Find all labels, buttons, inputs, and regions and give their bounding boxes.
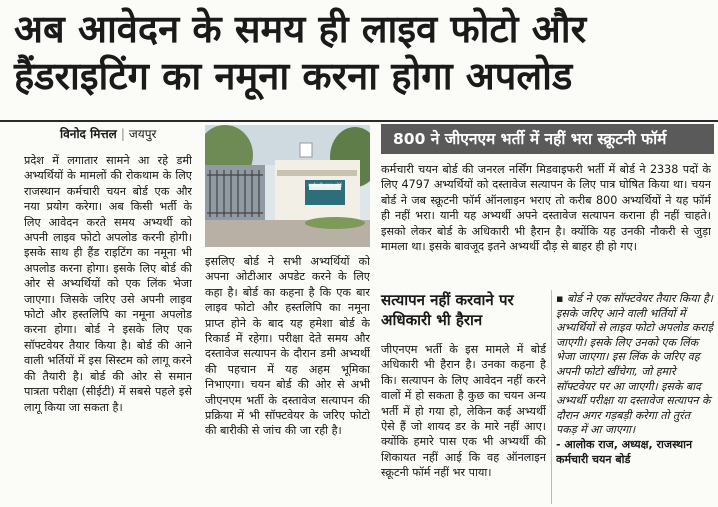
reporter-name: विनोद मित्तल xyxy=(60,127,117,141)
column-divider xyxy=(551,290,552,504)
article-column-2: इसलिए बोर्ड ने सभी अभ्यर्थियों को अपना ओटीआर अपडेट करने के लिए कहा है। बोर्ड का कहना है कि एक बार लाइव फोटो और हस्तलिपि का नमूना प्राप्त होने के बाद यह हमेशा बोर्ड के रिकार्ड में रहेगा। परीक्षा देते समय और दस्तावेज सत्यापन के दौरान डमी अभ्यर्थी की पहचान में यह अहम भूमिका निभाएगा। चयन बोर्ड की ओर से अभी जीएनएम भर्ती के दस्तावेज सत्यापन की प्रक्रिया में भी सॉफ्टवेयर के जरिए फोटो की बारीकी से जांच की जा रही है। xyxy=(205,255,370,438)
photo-sign-text: कर्मचारी चयन बोर्ड xyxy=(308,183,342,189)
byline-separator: | xyxy=(120,127,125,141)
article-column-4: जीएनएम भर्ती के इस मामले में बोर्ड अधिकारी भी हैरान है। उनका कहना है कि। सत्यापन के लिए आवेदन नहीं करने वालों में हो सकता है कुछ का चयन अन्य भर्ती में हो गया हो, लेकिन कई अभ्यर्थी ऐसे हैं जो शायद डर के मारे नहीं आए। क्योंकि हमारे पास एक भी अभ्यर्थी की शिकायत नहीं आई कि वह ऑनलाइन स्क्रूटनी फॉर्म नहीं भर पाया। xyxy=(381,343,546,480)
headline-line-2: हैंडराइटिंग का नमूना करना होगा अपलोड xyxy=(14,54,573,98)
sidebar-banner-heading: 800 ने जीएनएम भर्ती में नहीं भरा स्क्रूटनी फॉर्म xyxy=(381,124,714,154)
reporter-city: जयपुर xyxy=(128,127,157,141)
board-building-photo xyxy=(205,125,370,247)
building-photo-illustration xyxy=(205,125,370,247)
headline-line-1: अब आवेदन के समय ही लाइव फोटो और xyxy=(14,7,587,51)
section-subheading: सत्यापन नहीं करवाने पर अधिकारी भी हैरान xyxy=(381,291,514,329)
sidebar-story-text: कर्मचारी चयन बोर्ड की जनरल नर्सिंग मिडवाइफरी भर्ती में बोर्ड ने 2338 पदों के लिए 4797 अभ्यर्थियों को दस्तावेज सत्यापन के लिए पात्र घोषित किया था। चयन बोर्ड ने जब स्क्रूटनी फॉर्म ऑनलाइन भराए तो करीब 800 अभ्यर्थियों ने यह फॉर्म ही नहीं भरा। यानी यह अभ्यर्थी अपने दस्तावेज सत्यापन कराना ही नहीं चाहते। इसको लेकर बोर्ड के अधिकारी भी हैरान है। क्योंकि यह उनकी नौकरी से जुड़ा मामला था। इसके बावजूद इतने अभ्यर्थी दौड़ से बाहर ही हो गए। xyxy=(381,163,711,254)
article-column-1: प्रदेश में लगातार सामने आ रहे डमी अभ्यर्थियों के मामलों की रोकथाम के लिए राजस्थान कर्मचारी चयन बोर्ड एक और नया प्रयोग करेगा। अब किसी भर्ती के लिए आवेदन करते समय अभ्यर्थी को अपनी लाइव फोटो अपलोड करनी होगी। इसके साथ ही हैंड राइटिंग का नमूना भी अपलोड करना होगा। इसके लिए बोर्ड की ओर से अभ्यर्थियों को एक लिंक भेजा जाएगा। जिसके जरिए उसे अपनी लाइव फोटो और हस्तलिपि का नमूना अपलोड करना होगा। बोर्ड ने इसके लिए एक सॉफ्टवेयर तैयार किया है। बोर्ड की आने वाली भर्तियों में इस सिस्टम को लागू करने की तैयारी है। बोर्ड की ओर से समान पात्रता परीक्षा (सीईटी) में सबसे पहले इसे लागू किया जा सकता है। xyxy=(24,154,192,414)
quote-attribution: - आलोक राज, अध्यक्ष, राजस्थान कर्मचारी चयन बोर्ड xyxy=(556,437,693,466)
official-quote xyxy=(556,292,714,504)
byline xyxy=(60,125,156,142)
headline-rule xyxy=(0,120,718,122)
quote-text: बोर्ड ने एक सॉफ्टवेयर तैयार किया है। इसके जरिए आने वाली भर्तियों में अभ्यर्थियों से लाइव फोटो अपलोड कराई जाएगी। इसके लिए उनको एक लिंक भेजा जाएगा। इस लिंक के जरिए वह अपनी फोटो खींचेगा, जो हमारे सॉफ्टवेयर पर आ जाएगी। इसके बाद अभ्यर्थी परीक्षा या दस्तावेज सत्यापन के दौरान अगर गड़बड़ी करेगा तो तुरंत पकड़ में आ जाएगा। xyxy=(556,292,713,437)
headline xyxy=(14,6,714,100)
quote-bullet-icon: ▪ xyxy=(556,292,567,305)
